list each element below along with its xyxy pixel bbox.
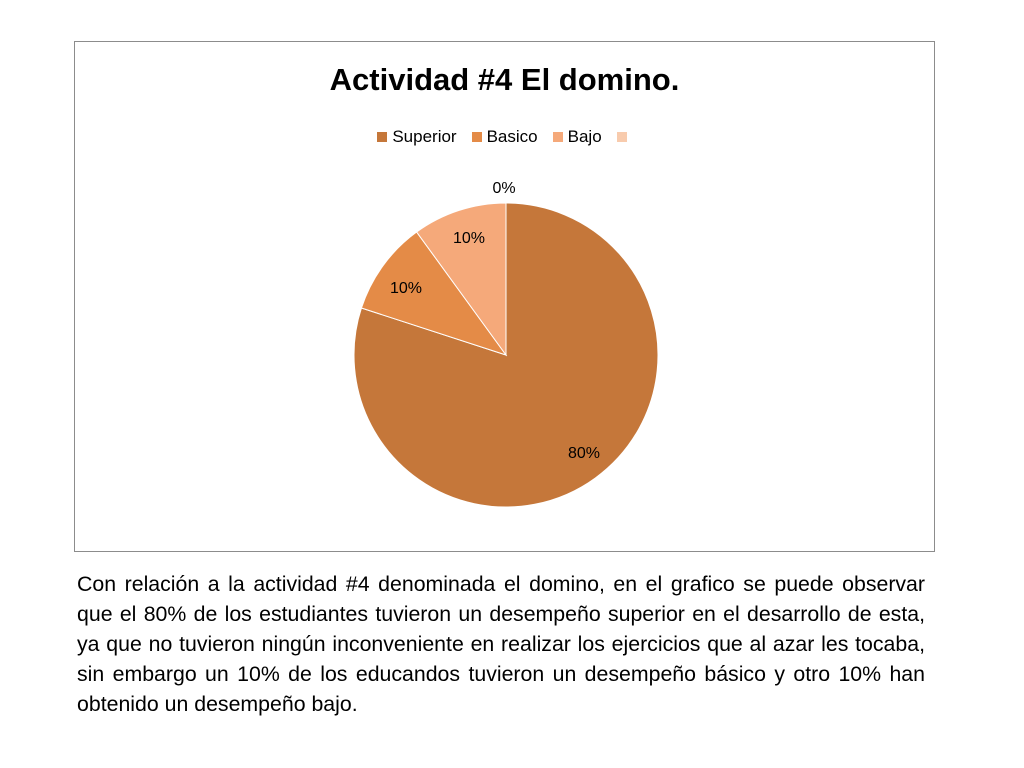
data-label-superior: 80% bbox=[567, 445, 601, 463]
legend-label-superior: Superior bbox=[392, 127, 457, 146]
chart-frame bbox=[74, 41, 935, 552]
legend-label-basico: Basico bbox=[486, 127, 538, 146]
legend-label-bajo: Bajo bbox=[567, 127, 602, 146]
caption-text: Con relación a la actividad #4 denominada el domino, en el grafico se puede observar que el 80% de los estudiantes tuvieron un desempeño superior en el desarrollo de esta, ya que no tuvieron ningún inconveniente en realizar los ejercicios que al azar les tocaba, sin embargo un 10% de los educandos tuvieron un desempeño básico y otro 10% han obtenido un desempeño bajo. bbox=[77, 572, 925, 716]
data-label-bajo: 10% bbox=[452, 230, 486, 248]
chart-title: Actividad #4 El domino. bbox=[329, 62, 680, 97]
pie-chart bbox=[75, 42, 933, 550]
data-label-basico: 10% bbox=[389, 280, 423, 298]
data-label-unnamed: 0% bbox=[492, 180, 516, 198]
